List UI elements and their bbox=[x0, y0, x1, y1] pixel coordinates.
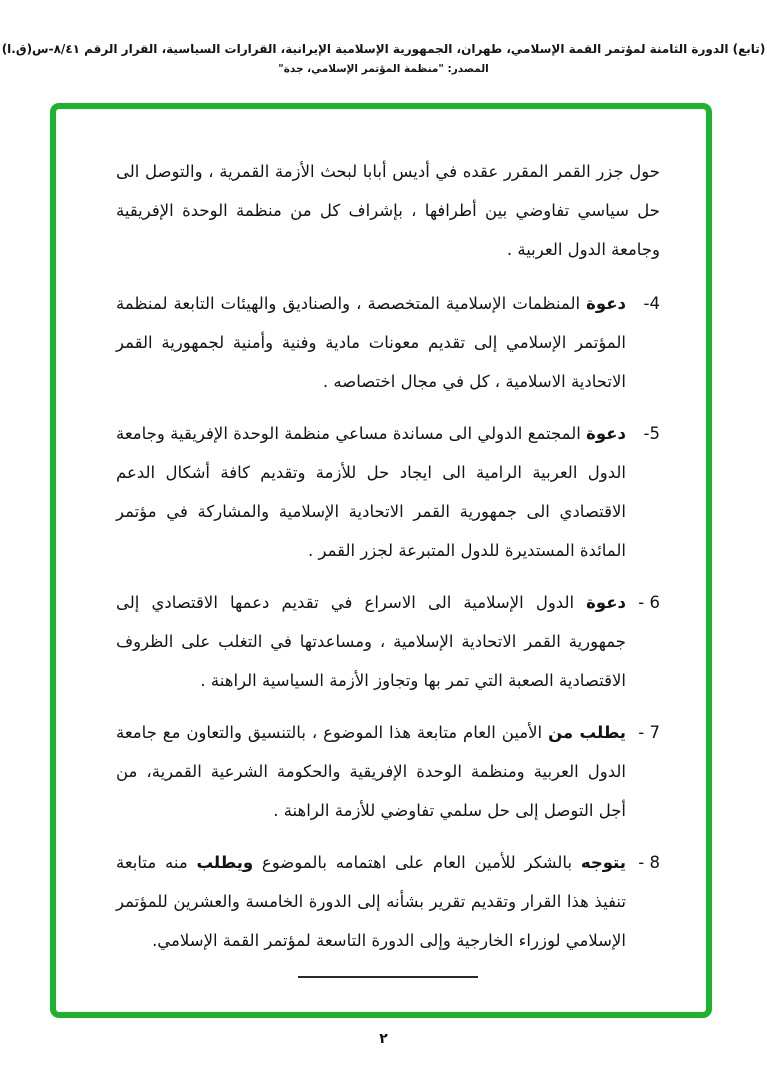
item-lead-word: يطلب من bbox=[548, 723, 627, 742]
item-lead-word: دعوة bbox=[586, 593, 626, 612]
resolution-item bbox=[116, 284, 660, 401]
item-body-text: الدول الإسلامية الى الاسراع في تقديم دعمها الاقتصادي إلى جمهورية القمر الاتحادية الإسلامية ، ومساعدتها في التغلب على الظروف الاقتصادية الصعبة التي تمر بها وتجاوز الأزمة السياسية الراهنة . bbox=[116, 593, 626, 690]
item-text bbox=[116, 843, 626, 960]
item-body-text: المنظمات الإسلامية المتخصصة ، والصناديق والهيئات التابعة لمنظمة المؤتمر الإسلامي إلى تقديم معونات مادية وفنية وأمنية لجمهورية القمر الاتحادية الاسلامية ، كل في مجال اختصاصه . bbox=[116, 294, 626, 391]
item-number: 5- bbox=[643, 424, 660, 443]
item-body-text: المجتمع الدولي الى مساندة مساعي منظمة الوحدة الإفريقية وجامعة الدول العربية الرامية الى ايجاد حل للأزمة وتقديم كافة أشكال الدعم الاقتصادي الى جمهورية القمر الاتحادية الإسلامية والمشاركة في مؤتمر المائدة المستديرة للدول المتبرعة لجزر القمر . bbox=[116, 424, 626, 560]
separator-rule bbox=[298, 976, 478, 978]
item-text bbox=[116, 414, 626, 570]
item-number: 4- bbox=[643, 294, 660, 313]
item-lead-word: ويطلب bbox=[196, 853, 254, 872]
resolution-items bbox=[116, 284, 660, 960]
item-lead-word: يتوجه bbox=[580, 853, 626, 872]
page-number: ٢ bbox=[379, 1031, 388, 1047]
header-source: المصدر: "منظمة المؤتمر الإسلامي، جدة" bbox=[278, 63, 489, 75]
document-header bbox=[0, 42, 767, 75]
item-body-text: منه متابعة تنفيذ هذا القرار وتقديم تقرير بشأنه إلى الدورة الخامسة والعشرين للمؤتمر الإسلامي لوزراء الخارجية وإلى الدورة التاسعة لمؤتمر القمة الإسلامي. bbox=[116, 853, 626, 950]
item-text bbox=[116, 713, 626, 830]
resolution-item bbox=[116, 414, 660, 570]
item-lead-word: دعوة bbox=[586, 424, 626, 443]
item-number: 7 - bbox=[638, 723, 660, 742]
resolution-item bbox=[116, 843, 660, 960]
document-border bbox=[50, 103, 712, 1018]
resolution-item bbox=[116, 583, 660, 700]
item-number: 6 - bbox=[638, 593, 660, 612]
item-text bbox=[116, 284, 626, 401]
header-title: (تابع) الدورة الثامنة لمؤتمر القمة الإسلامي، طهران، الجمهورية الإسلامية الإيرانية، القرارات السياسية، القرار الرقم ٨/٤١-س(ق.ا) bbox=[1, 42, 766, 56]
continuation-paragraph: حول جزر القمر المقرر عقده في أديس أبابا لبحث الأزمة القمرية ، والتوصل الى حل سياسي تفاوضي بين أطرافها ، بإشراف كل من منظمة الوحدة الإفريقية وجامعة الدول العربية . bbox=[116, 162, 660, 259]
document-content bbox=[56, 109, 706, 1012]
item-body-text: بالشكر للأمين العام على اهتمامه بالموضوع bbox=[253, 853, 581, 872]
item-body-text: الأمين العام متابعة هذا الموضوع ، بالتنسيق والتعاون مع جامعة الدول العربية ومنظمة الوحدة الإفريقية والحكومة الشرعية القمرية، من أجل التوصل إلى حل سلمي تفاوضي للأزمة الراهنة . bbox=[116, 723, 626, 820]
item-number: 8 - bbox=[638, 853, 660, 872]
resolution-item bbox=[116, 713, 660, 830]
item-lead-word: دعوة bbox=[586, 294, 626, 313]
item-text bbox=[116, 583, 626, 700]
